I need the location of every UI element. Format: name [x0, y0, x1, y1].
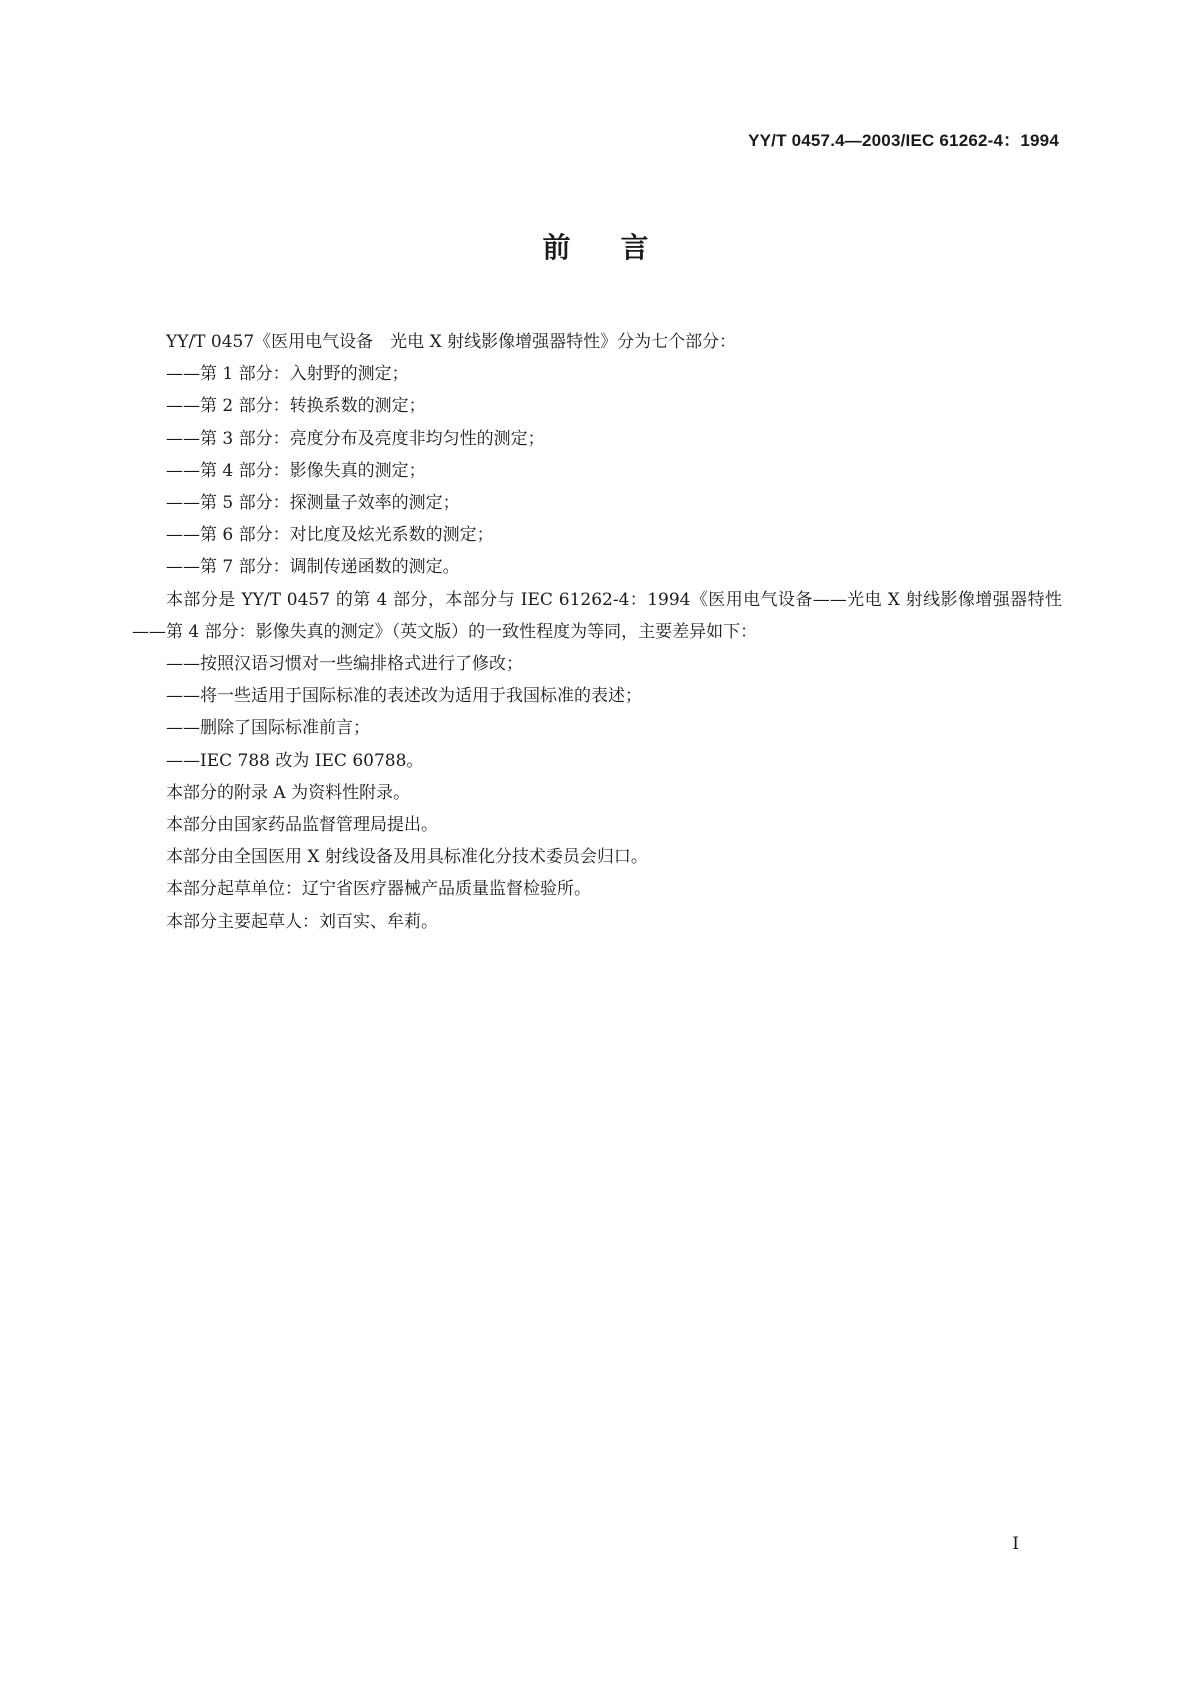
- list-item-part-5: ——第 5 部分：探测量子效率的测定；: [166, 493, 460, 514]
- difference-item-4: ——IEC 788 改为 IEC 60788。: [166, 750, 424, 771]
- intro-paragraph: YY/T 0457《医用电气设备 光电 X 射线影像增强器特性》分为七个部分：: [166, 332, 737, 352]
- equivalence-paragraph: 本部分是 YY/T 0457 的第 4 部分，本部分与 IEC 61262-4：1994《医用电气设备——光电 X 射线影像增强器特性——第 4 部分：影像失真的测定》（英文版）的一致性程度为等同，主要差异如下：: [132, 589, 1062, 642]
- list-item-part-1: ——第 1 部分：入射野的测定；: [166, 364, 409, 385]
- page-number: I: [1012, 1534, 1019, 1554]
- difference-item-1: ——按照汉语习惯对一些编排格式进行了修改；: [166, 654, 523, 675]
- annex-paragraph: 本部分的附录 A 为资料性附录。: [166, 782, 411, 803]
- document-body: [132, 326, 1062, 938]
- list-item-part-6: ——第 6 部分：对比度及炫光系数的测定；: [166, 525, 494, 546]
- difference-item-2: ——将一些适用于国际标准的表述改为适用于我国标准的表述；: [166, 686, 642, 707]
- page-title: 前言: [542, 231, 699, 264]
- proposer-paragraph: 本部分由国家药品监督管理局提出。: [166, 815, 438, 836]
- drafters-paragraph: 本部分主要起草人：刘百实、牟莉。: [166, 911, 438, 932]
- list-item-part-3: ——第 3 部分：亮度分布及亮度非均匀性的测定；: [166, 428, 545, 449]
- drafting-unit-paragraph: 本部分起草单位：辽宁省医疗器械产品质量监督检验所。: [166, 879, 591, 900]
- difference-item-3: ——删除了国际标准前言；: [166, 718, 370, 739]
- standard-code-header: YY/T 0457.4—2003/IEC 61262-4：1994: [748, 131, 1059, 150]
- list-item-part-7: ——第 7 部分：调制传递函数的测定。: [166, 557, 460, 578]
- list-item-part-4: ——第 4 部分：影像失真的测定；: [166, 460, 426, 481]
- list-item-part-2: ——第 2 部分：转换系数的测定；: [166, 396, 426, 417]
- committee-paragraph: 本部分由全国医用 X 射线设备及用具标准化分技术委员会归口。: [166, 847, 648, 868]
